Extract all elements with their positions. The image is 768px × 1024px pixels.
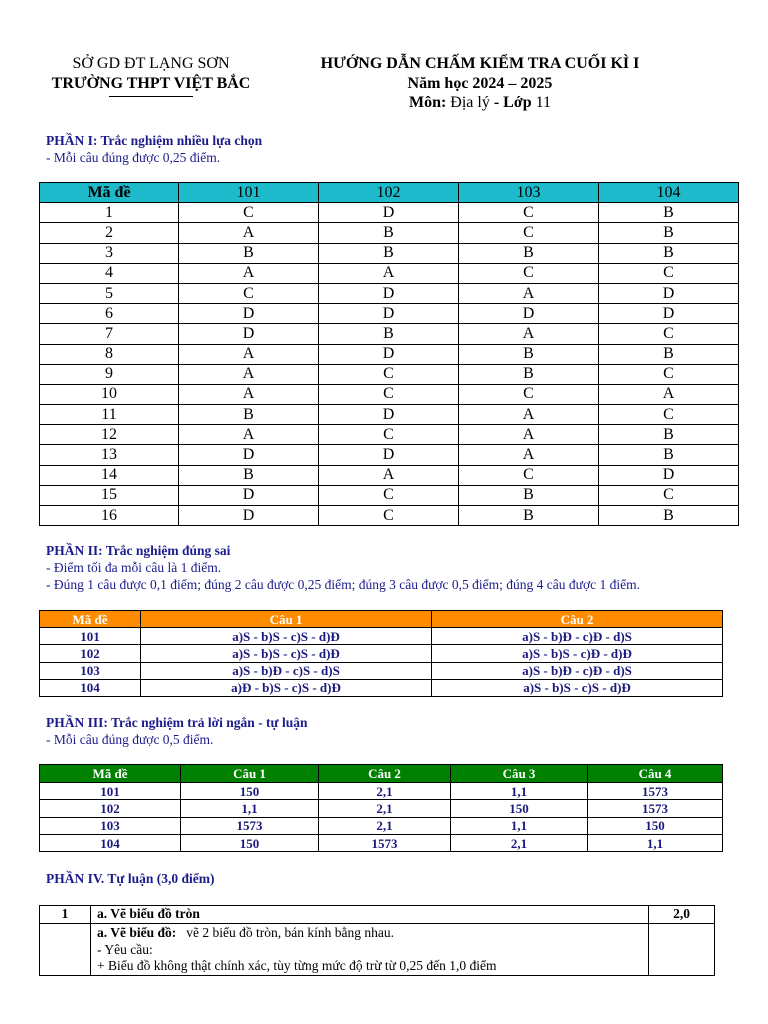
part2-note: - Điểm tối đa mỗi câu là 1 điểm. xyxy=(46,560,222,575)
answer-cell: C xyxy=(319,485,459,505)
table-row xyxy=(40,203,739,223)
exam-code-cell: 102 xyxy=(40,645,141,662)
answer-cell: A xyxy=(179,364,319,384)
answer-cell: A xyxy=(459,324,599,344)
question-number-cell: 12 xyxy=(40,425,179,445)
answer-cell: B xyxy=(599,203,739,223)
answer-cell: 1,1 xyxy=(451,817,588,834)
part1-note: - Mỗi câu đúng được 0,25 điểm. xyxy=(46,150,221,165)
table-row xyxy=(40,364,739,384)
table-row xyxy=(40,485,739,505)
answer-cell: D xyxy=(319,304,459,324)
question-number-cell: 1 xyxy=(40,906,91,924)
part3-answer-table xyxy=(39,764,723,852)
part4-essay-table xyxy=(39,905,715,976)
answer-cell: D xyxy=(179,304,319,324)
answer-cell: B xyxy=(459,485,599,505)
exam-code-cell: 101 xyxy=(40,628,141,645)
answer-cell: A xyxy=(179,263,319,283)
question-number-cell: 2 xyxy=(40,223,179,243)
column-header: Câu 1 xyxy=(141,611,432,628)
question-number-cell: 10 xyxy=(40,384,179,404)
question-number-cell: 16 xyxy=(40,506,179,526)
grade-label: Lớp xyxy=(503,94,532,111)
part2-note: - Đúng 1 câu được 0,1 điểm; đúng 2 câu được 0,25 điểm; đúng 3 câu được 0,5 điểm; đúng 4 câu được 1 điểm. xyxy=(46,577,640,592)
table-row xyxy=(40,662,723,679)
table-row xyxy=(40,243,739,263)
answer-text: vẽ 2 biểu đồ tròn, bán kính bằng nhau. xyxy=(186,925,394,940)
answer-cell: C xyxy=(599,364,739,384)
answer-cell: a)S - b)Đ - c)Đ - d)S xyxy=(432,628,723,645)
answer-cell: D xyxy=(179,445,319,465)
table-row xyxy=(40,344,739,364)
answer-cell: B xyxy=(459,506,599,526)
column-header: 101 xyxy=(179,183,319,203)
table-row xyxy=(40,405,739,425)
answer-cell: D xyxy=(319,283,459,303)
part2-section xyxy=(46,542,640,593)
answer-cell: C xyxy=(599,485,739,505)
answer-cell: A xyxy=(179,223,319,243)
answer-cell: C xyxy=(459,384,599,404)
answer-cell: 150 xyxy=(451,800,588,817)
answer-cell: C xyxy=(459,223,599,243)
table-row xyxy=(40,906,715,924)
answer-cell: A xyxy=(459,425,599,445)
question-number-cell: 11 xyxy=(40,405,179,425)
answer-cell: 150 xyxy=(588,817,723,834)
answer-cell: 1,1 xyxy=(451,783,588,800)
answer-cell: A xyxy=(179,384,319,404)
table-row xyxy=(40,324,739,344)
answer-cell: 1,1 xyxy=(181,800,319,817)
answer-cell: D xyxy=(599,465,739,485)
column-header: Câu 1 xyxy=(181,765,319,783)
column-header: 102 xyxy=(319,183,459,203)
answer-cell: a)Đ - b)S - c)S - d)Đ xyxy=(141,679,432,696)
question-number-cell: 13 xyxy=(40,445,179,465)
school-name: TRƯỜNG THPT VIỆT BẮC xyxy=(51,75,251,92)
answer-cell: C xyxy=(459,203,599,223)
exam-code-cell: 103 xyxy=(40,662,141,679)
exam-code-cell: 102 xyxy=(40,800,181,817)
part1-heading: PHẦN I: Trắc nghiệm nhiều lựa chọn xyxy=(46,133,263,148)
part2-answer-table xyxy=(39,610,723,697)
answer-line xyxy=(97,925,648,942)
school-year: Năm học 2024 – 2025 xyxy=(407,74,553,92)
question-number-cell: 4 xyxy=(40,263,179,283)
answer-cell: A xyxy=(179,425,319,445)
part3-section xyxy=(46,714,307,748)
exam-code-cell: 103 xyxy=(40,817,181,834)
answer-cell: D xyxy=(179,485,319,505)
answer-cell: 1,1 xyxy=(588,834,723,851)
answer-cell: a)S - b)S - c)S - d)Đ xyxy=(432,679,723,696)
answer-cell: B xyxy=(599,506,739,526)
answer-cell: C xyxy=(319,425,459,445)
answer-cell: C xyxy=(599,263,739,283)
exam-code-cell: 101 xyxy=(40,783,181,800)
table-header-row xyxy=(40,183,739,203)
answer-cell: C xyxy=(179,283,319,303)
part2-heading: PHẦN II: Trắc nghiệm đúng sai xyxy=(46,543,231,558)
table-row xyxy=(40,679,723,696)
answer-cell: 150 xyxy=(181,834,319,851)
answer-cell: B xyxy=(599,445,739,465)
subject-label: Môn: xyxy=(408,94,447,111)
requirements-label: - Yêu cầu: xyxy=(97,941,153,957)
answer-cell: C xyxy=(179,203,319,223)
answer-cell: a)S - b)Đ - c)S - d)S xyxy=(141,662,432,679)
answer-cell: C xyxy=(319,506,459,526)
table-row xyxy=(40,263,739,283)
question-number-cell: 8 xyxy=(40,344,179,364)
question-number-cell: 7 xyxy=(40,324,179,344)
answer-cell: A xyxy=(459,445,599,465)
grade-value: 11 xyxy=(535,94,552,111)
answer-cell: C xyxy=(599,324,739,344)
subject-name: Địa lý xyxy=(450,94,490,111)
question-title-cell: a. Vẽ biểu đồ tròn xyxy=(91,906,649,924)
table-row xyxy=(40,924,715,976)
answer-cell: a)S - b)S - c)Đ - d)Đ xyxy=(432,645,723,662)
answer-cell: B xyxy=(599,425,739,445)
answer-guide-cell xyxy=(91,924,649,976)
answer-cell: B xyxy=(459,364,599,384)
answer-cell: C xyxy=(319,364,459,384)
column-header: 104 xyxy=(599,183,739,203)
answer-cell: B xyxy=(179,243,319,263)
table-row xyxy=(40,783,723,800)
answer-cell: B xyxy=(599,243,739,263)
table-row xyxy=(40,506,739,526)
question-points-cell: 2,0 xyxy=(649,906,715,924)
question-number-cell: 1 xyxy=(40,203,179,223)
answer-cell: 1573 xyxy=(588,783,723,800)
column-header-exam-code: Mã đề xyxy=(40,611,141,628)
table-row xyxy=(40,800,723,817)
answer-cell: D xyxy=(459,304,599,324)
part4-heading: PHẦN IV. Tự luận (3,0 điểm) xyxy=(46,871,215,886)
answer-cell: A xyxy=(319,465,459,485)
answer-cell: C xyxy=(459,263,599,283)
answer-cell: 2,1 xyxy=(319,800,451,817)
question-number-cell: 5 xyxy=(40,283,179,303)
table-header-row xyxy=(40,611,723,628)
answer-cell: B xyxy=(599,344,739,364)
answer-cell: A xyxy=(599,384,739,404)
column-header: Câu 3 xyxy=(451,765,588,783)
table-row xyxy=(40,384,739,404)
part3-heading: PHẦN III: Trắc nghiệm trả lời ngắn - tự luận xyxy=(46,715,308,730)
answer-cell: B xyxy=(459,243,599,263)
column-header: 103 xyxy=(459,183,599,203)
header-underline xyxy=(109,96,193,97)
answer-cell: B xyxy=(599,223,739,243)
answer-cell: a)S - b)S - c)S - d)Đ xyxy=(141,645,432,662)
answer-cell: a)S - b)S - c)S - d)Đ xyxy=(141,628,432,645)
answer-label: a. Vẽ biểu đồ: xyxy=(97,925,177,940)
column-header-exam-code: Mã đề xyxy=(40,765,181,783)
column-header-exam-code: Mã đề xyxy=(40,183,179,203)
part1-section xyxy=(46,132,262,166)
answer-cell: 1573 xyxy=(181,817,319,834)
empty-cell xyxy=(40,924,91,976)
answer-cell: B xyxy=(319,243,459,263)
subject-line xyxy=(290,93,670,113)
table-row xyxy=(40,425,739,445)
question-number-cell: 14 xyxy=(40,465,179,485)
answer-cell: 1573 xyxy=(588,800,723,817)
exam-code-cell: 104 xyxy=(40,679,141,696)
answer-cell: 2,1 xyxy=(319,817,451,834)
answer-cell: B xyxy=(179,465,319,485)
answer-cell: A xyxy=(459,283,599,303)
document-title: HƯỚNG DẪN CHẤM KIỂM TRA CUỐI KÌ I xyxy=(320,55,640,72)
answer-cell: B xyxy=(319,223,459,243)
answer-cell: B xyxy=(319,324,459,344)
table-header-row xyxy=(40,765,723,783)
column-header: Câu 2 xyxy=(319,765,451,783)
answer-cell: A xyxy=(319,263,459,283)
answer-cell: D xyxy=(319,344,459,364)
answer-cell: B xyxy=(179,405,319,425)
column-header: Câu 4 xyxy=(588,765,723,783)
answer-cell: D xyxy=(599,304,739,324)
issuer-block xyxy=(30,54,272,97)
exam-code-cell: 104 xyxy=(40,834,181,851)
table-row xyxy=(40,283,739,303)
table-row xyxy=(40,445,739,465)
answer-cell: D xyxy=(319,445,459,465)
question-number-cell: 3 xyxy=(40,243,179,263)
answer-cell: D xyxy=(599,283,739,303)
question-number-cell: 15 xyxy=(40,485,179,505)
table-row xyxy=(40,834,723,851)
question-number-cell: 9 xyxy=(40,364,179,384)
table-row xyxy=(40,645,723,662)
answer-cell: A xyxy=(179,344,319,364)
subject-separator: - xyxy=(493,94,500,111)
answer-cell: 1573 xyxy=(319,834,451,851)
answer-cell: 2,1 xyxy=(451,834,588,851)
table-row xyxy=(40,628,723,645)
requirement-item: + Biểu đồ không thật chính xác, tùy từng mức độ trừ từ 0,25 đến 1,0 điểm xyxy=(97,958,497,973)
answer-cell: B xyxy=(459,344,599,364)
part3-note: - Mỗi câu đúng được 0,5 điểm. xyxy=(46,732,214,747)
document-title-block xyxy=(290,54,670,113)
answer-cell: C xyxy=(319,384,459,404)
answer-cell: 150 xyxy=(181,783,319,800)
table-row xyxy=(40,817,723,834)
answer-cell: C xyxy=(459,465,599,485)
question-number-cell: 6 xyxy=(40,304,179,324)
empty-cell xyxy=(649,924,715,976)
answer-cell: A xyxy=(459,405,599,425)
answer-cell: D xyxy=(319,203,459,223)
table-row xyxy=(40,465,739,485)
table-row xyxy=(40,223,739,243)
answer-cell: 2,1 xyxy=(319,783,451,800)
part1-answer-table xyxy=(39,182,739,526)
answer-cell: D xyxy=(319,405,459,425)
answer-cell: C xyxy=(599,405,739,425)
answer-cell: D xyxy=(179,506,319,526)
part4-section xyxy=(46,870,215,887)
table-row xyxy=(40,304,739,324)
answer-cell: a)S - b)Đ - c)Đ - d)S xyxy=(432,662,723,679)
department-name: SỞ GD ĐT LẠNG SƠN xyxy=(72,55,230,72)
answer-cell: D xyxy=(179,324,319,344)
column-header: Câu 2 xyxy=(432,611,723,628)
